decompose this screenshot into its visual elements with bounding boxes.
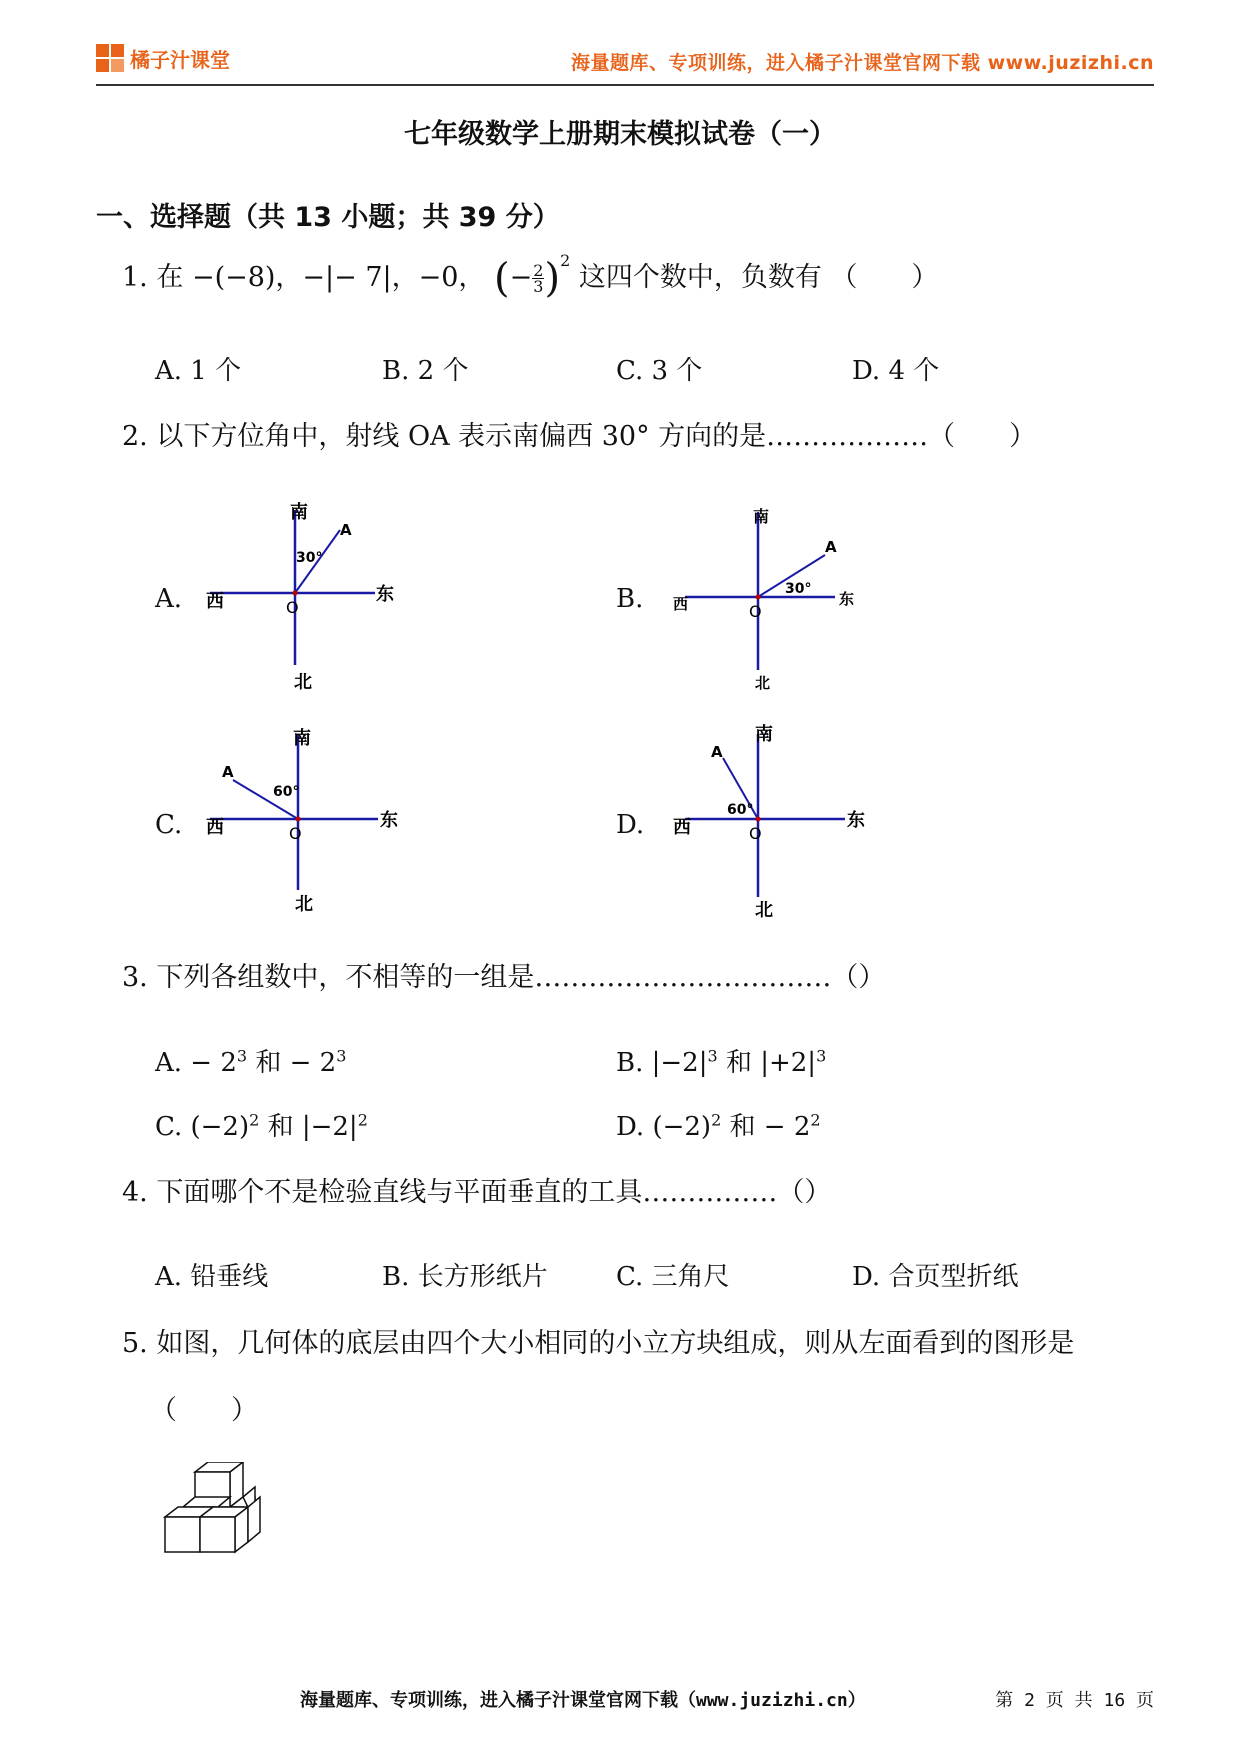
label-origin: O xyxy=(289,824,302,843)
option-d: D. 4 个 xyxy=(852,356,940,386)
question-text: 以下方位角中，射线 OA 表示南偏西 30° 方向的是………………（ ） xyxy=(156,421,1037,452)
label-south: 南 xyxy=(293,728,311,749)
label-north: 北 xyxy=(295,894,313,915)
label-origin: O xyxy=(749,824,762,843)
option-b: B. 长方形纸片 xyxy=(382,1262,548,1292)
label-angle: 60° xyxy=(727,802,754,818)
label-origin: O xyxy=(286,598,299,617)
label-ray: A xyxy=(340,521,352,539)
label-angle: 60° xyxy=(273,784,300,800)
paren-close: ) xyxy=(544,255,561,302)
frac-sign: − xyxy=(509,262,533,293)
cube-stack-figure xyxy=(155,1462,275,1572)
logo-text: 橘子汁课堂 xyxy=(130,48,230,72)
option-a: A. − $2^3$ 和 − $2^3$ xyxy=(155,1046,347,1078)
question-number: 3. xyxy=(122,962,148,993)
compass-diagram-a xyxy=(200,500,410,700)
compass-diagram-b xyxy=(665,500,875,700)
label-west: 西 xyxy=(673,817,691,838)
question-5 xyxy=(122,1321,1074,1360)
answer-blank: （ ） xyxy=(830,262,939,293)
label-east: 东 xyxy=(847,810,865,831)
question-number: 4. xyxy=(122,1177,148,1208)
question-2 xyxy=(122,414,1036,453)
label-angle: 30° xyxy=(296,550,323,566)
label-east: 东 xyxy=(839,590,855,608)
exponent: 2 xyxy=(560,251,571,270)
option-d: D. 合页型折纸 xyxy=(852,1262,1019,1292)
label-east: 东 xyxy=(376,584,394,605)
option-a-label: A. xyxy=(155,584,183,614)
label-south: 南 xyxy=(290,502,308,523)
page-number: 第 2 页 共 16 页 xyxy=(995,1690,1154,1711)
question-number: 5. xyxy=(122,1328,148,1359)
label-ray: A xyxy=(222,763,234,781)
option-c: C. 3 个 xyxy=(616,356,703,386)
option-c: C. 三角尺 xyxy=(616,1262,730,1292)
question-3 xyxy=(122,955,885,994)
option-c-label: C. xyxy=(155,810,183,840)
option-d-label: D. xyxy=(616,810,645,840)
question-number: 2. xyxy=(122,421,148,452)
label-west: 西 xyxy=(206,817,224,838)
paren-open: ( xyxy=(494,255,510,302)
compass-diagram-c xyxy=(200,722,410,922)
option-a: A. 铅垂线 xyxy=(155,1262,269,1292)
label-ray: A xyxy=(711,743,723,761)
label-south: 南 xyxy=(755,724,773,745)
fraction: $\frac{2}{3}$ xyxy=(533,261,544,296)
logo-icon xyxy=(96,44,124,72)
question-4 xyxy=(122,1170,831,1209)
question-text-post: 这四个数中，负数有 xyxy=(578,262,822,293)
question-text: 下面哪个不是检验直线与平面垂直的工具……………（） xyxy=(156,1177,832,1208)
question-text: 如图，几何体的底层由四个大小相同的小立方块组成，则从左面看到的图形是 xyxy=(156,1328,1075,1359)
option-c: C. $(-2)^2$ 和 $|-2|^2$ xyxy=(155,1110,368,1142)
label-ray: A xyxy=(825,538,837,556)
footer-text: 海量题库、专项训练，进入橘子汁课堂官网下载（www.juzizhi.cn） xyxy=(300,1690,866,1711)
label-east: 东 xyxy=(380,810,398,831)
label-west: 西 xyxy=(206,591,224,612)
question-text-pre: 在 −(−8)，−|− 7|，−0， xyxy=(156,262,486,293)
page-title: 七年级数学上册期末模拟试卷（一） xyxy=(404,119,836,150)
option-b: B. 2 个 xyxy=(382,356,469,386)
question-text: 下列各组数中，不相等的一组是……………………………（） xyxy=(156,962,886,993)
option-b: B. $|-2|^3$ 和 $|+2|^3$ xyxy=(616,1046,827,1078)
label-north: 北 xyxy=(755,900,773,921)
header-divider xyxy=(96,84,1154,86)
option-a: A. 1 个 xyxy=(155,356,242,386)
header-slogan: 海量题库、专项训练，进入橘子汁课堂官网下载 www.juzizhi.cn xyxy=(571,52,1154,74)
label-west: 西 xyxy=(673,595,689,613)
label-south: 南 xyxy=(753,507,770,526)
option-d: D. $(-2)^2$ 和 − $2^2$ xyxy=(616,1110,821,1142)
label-north: 北 xyxy=(755,674,771,692)
compass-diagram-d xyxy=(665,722,875,927)
question-1 xyxy=(122,251,939,302)
section-heading: 一、选择题（共 13 小题；共 39 分） xyxy=(96,202,560,233)
label-angle: 30° xyxy=(785,581,812,597)
answer-blank: （ ） xyxy=(150,1395,258,1426)
option-b-label: B. xyxy=(616,584,644,614)
question-number: 1. xyxy=(122,262,148,293)
label-origin: O xyxy=(749,602,762,621)
label-north: 北 xyxy=(294,672,312,693)
